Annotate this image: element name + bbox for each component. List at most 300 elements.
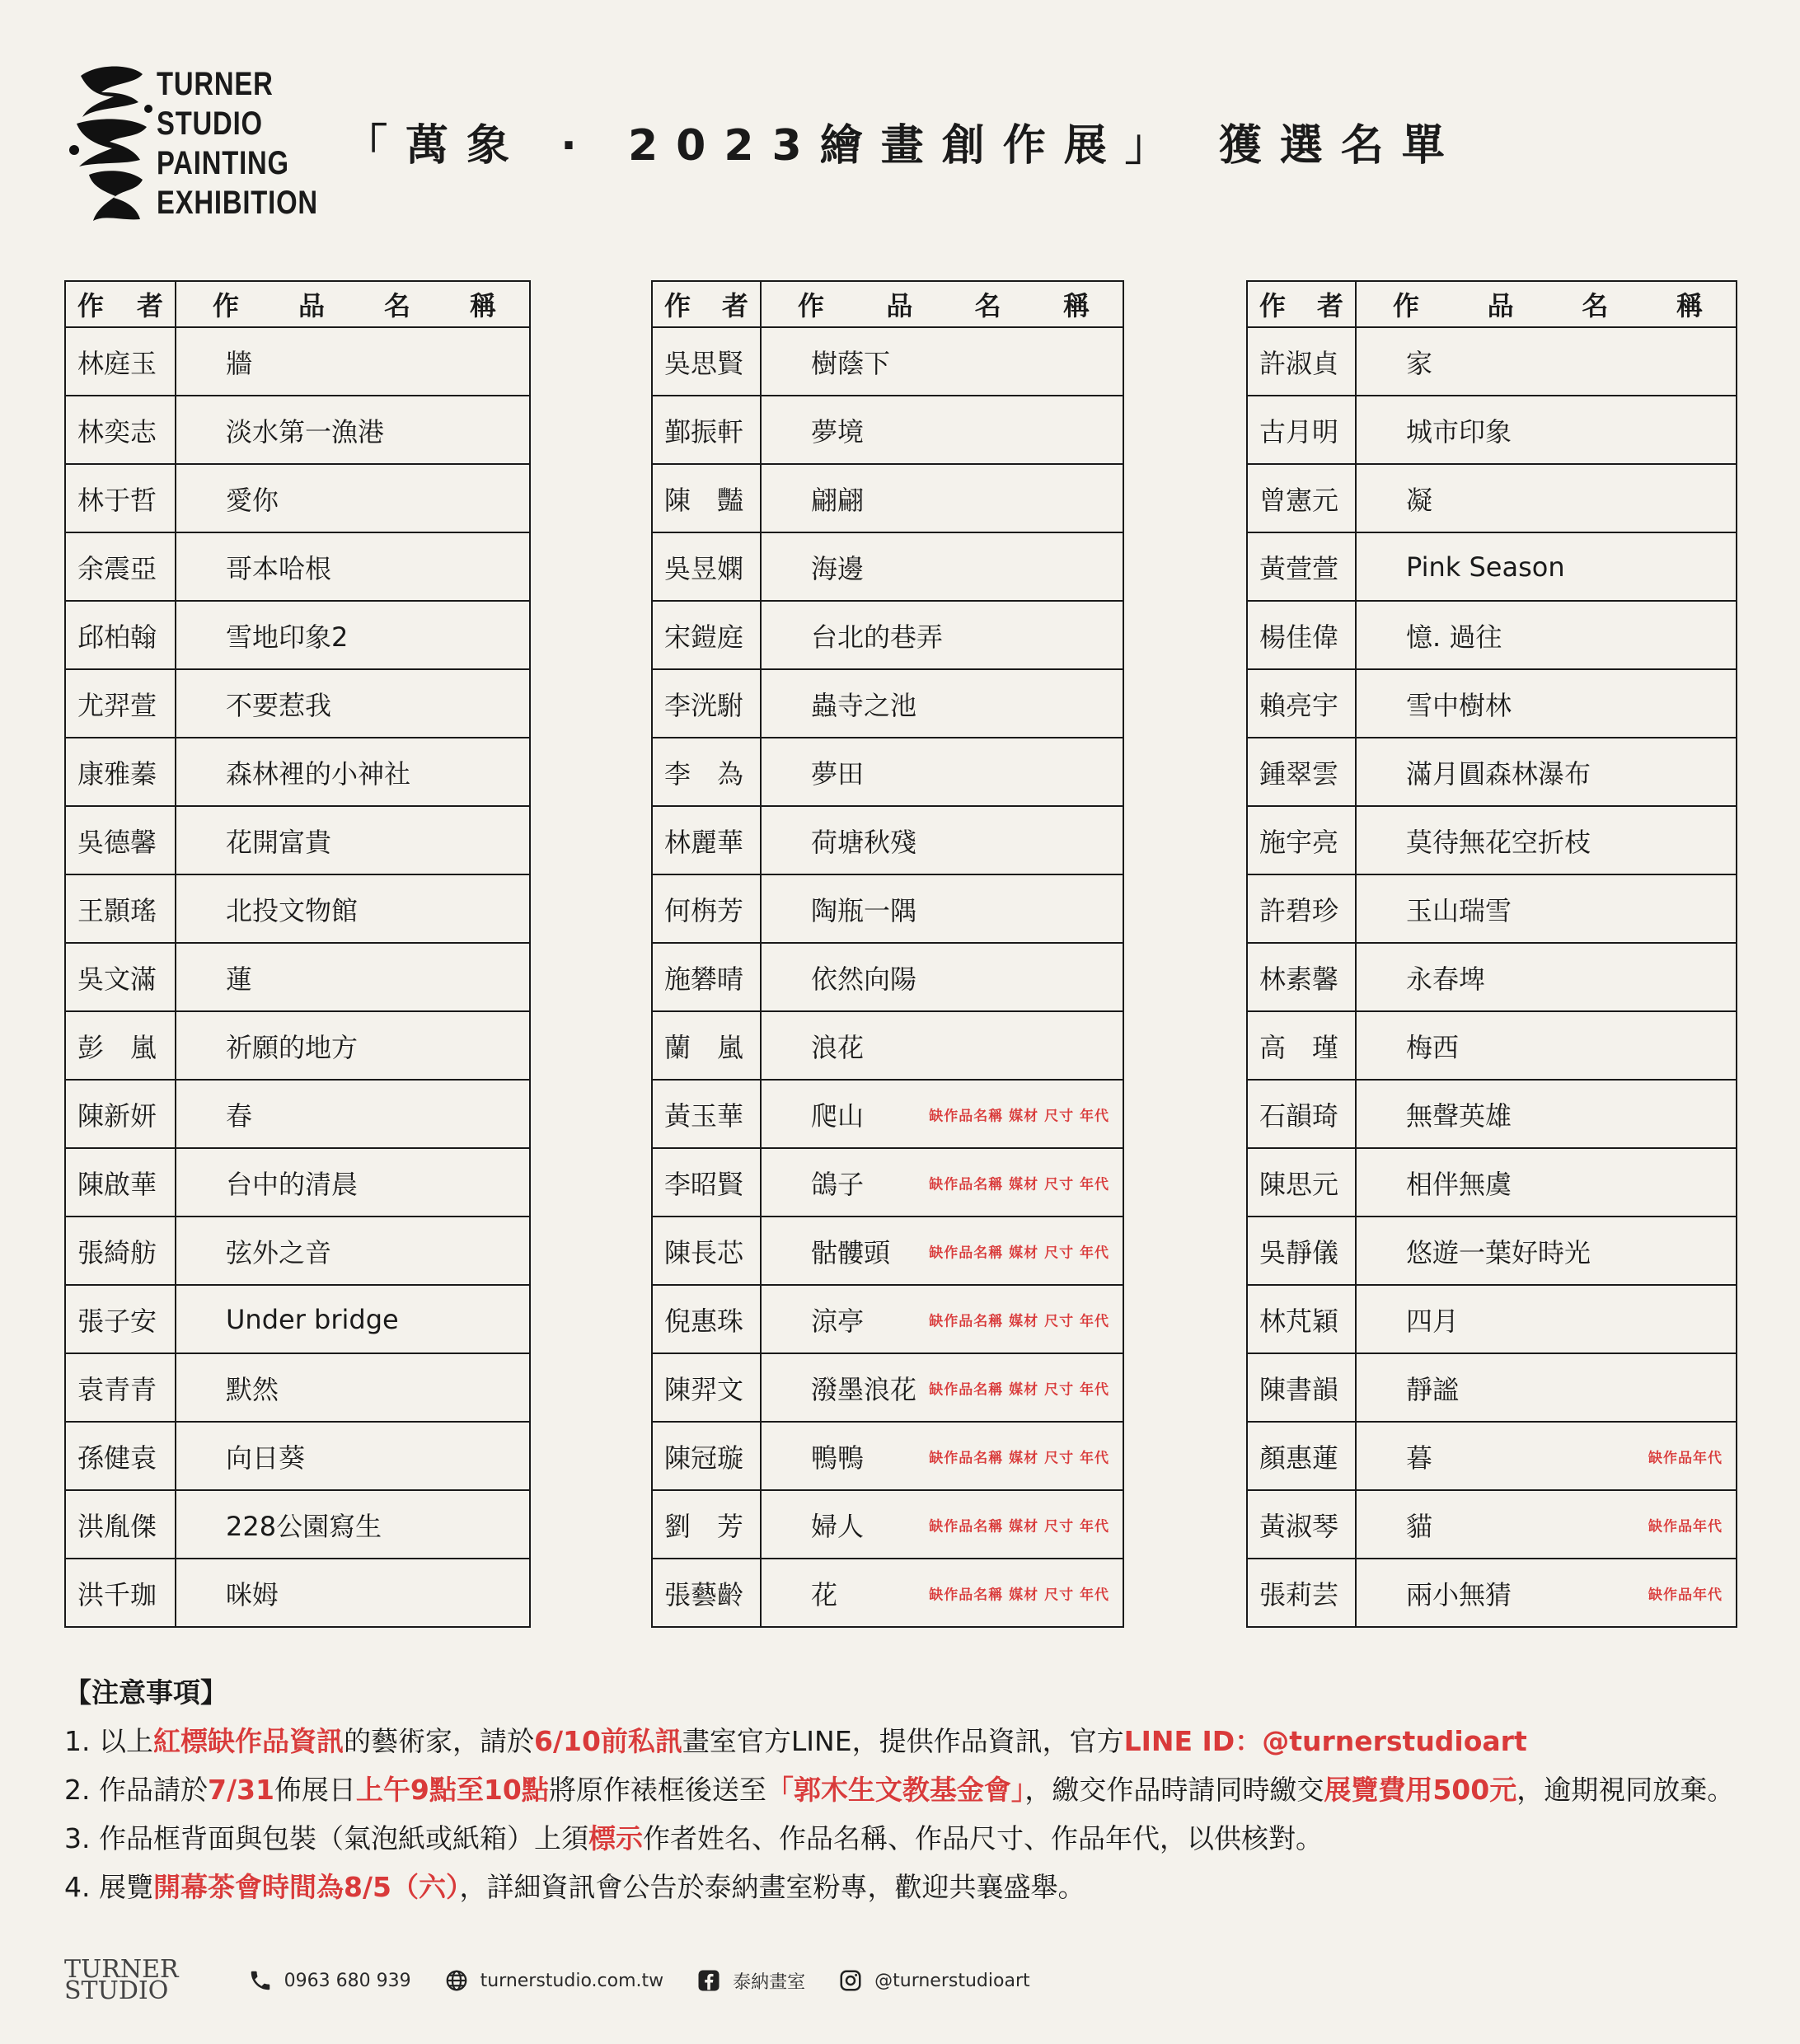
missing-info-badge: 缺作品名稱 媒材 尺寸 年代	[929, 1587, 1109, 1603]
author-cell: 林庭玉	[65, 327, 176, 396]
missing-info-badge: 缺作品名稱 媒材 尺寸 年代	[929, 1450, 1109, 1466]
author-cell: 古月明	[1247, 396, 1356, 464]
page-title: 「萬象 · 2023繪畫創作展」 獲選名單	[345, 121, 1463, 171]
notes-heading: 【注意事項】	[64, 1676, 227, 1709]
table-row	[1247, 396, 1737, 464]
notes-item	[64, 1765, 1762, 1814]
work-cell	[1356, 669, 1737, 738]
work-title: 四月	[1406, 1305, 1460, 1337]
author-cell: 陳啟華	[65, 1148, 176, 1217]
table-row	[1247, 1217, 1737, 1285]
work-title: 永春埤	[1406, 963, 1486, 995]
roster-table-2	[651, 280, 1124, 1628]
author-cell: 陳新妍	[65, 1080, 176, 1148]
header-char: 作	[798, 290, 825, 321]
instagram-icon	[838, 1968, 863, 1993]
work-cell	[176, 396, 530, 464]
header-char: 作	[1393, 290, 1420, 321]
table-row	[652, 943, 1123, 1011]
highlight-text: LINE ID：@turnerstudioart	[1123, 1725, 1527, 1757]
table-row	[1247, 601, 1737, 669]
author-cell: 洪千珈	[65, 1559, 176, 1627]
header-char: 品	[886, 290, 913, 321]
work-cell	[761, 1080, 1123, 1148]
calligraphy-logo-icon	[64, 59, 155, 224]
work-title: 鴨鴨	[811, 1442, 865, 1474]
notes-item	[64, 1717, 1762, 1765]
author-cell: 鍾翠雲	[1247, 738, 1356, 806]
header-char: 名	[974, 290, 1001, 321]
work-title: 咪姆	[226, 1578, 279, 1610]
table-row	[1247, 874, 1737, 943]
footer	[64, 1952, 1762, 2009]
table-row	[652, 1285, 1123, 1353]
work-title: 荷塘秋殘	[811, 826, 917, 858]
work-cell	[176, 1080, 530, 1148]
note-text: 的藝術家，請於	[343, 1725, 534, 1757]
table-row	[1247, 1490, 1737, 1559]
author-cell: 倪惠珠	[652, 1285, 761, 1353]
notes-item	[64, 1863, 1762, 1911]
work-cell	[1356, 806, 1737, 874]
author-cell: 顏惠蓮	[1247, 1422, 1356, 1490]
work-title: 凝	[1406, 484, 1433, 516]
roster-table-1	[64, 280, 531, 1628]
author-cell: 劉 芳	[652, 1490, 761, 1559]
work-title: 潑墨浪花	[811, 1373, 917, 1405]
author-cell: 林芃穎	[1247, 1285, 1356, 1353]
work-title: 翩翩	[811, 484, 865, 516]
work-cell	[1356, 1285, 1737, 1353]
table-row	[65, 806, 530, 874]
work-title: 莫待無花空折枝	[1406, 826, 1591, 858]
work-title: 滿月圓森林瀑布	[1406, 757, 1591, 790]
column-header-author	[652, 281, 761, 327]
author-cell: 孫健袁	[65, 1422, 176, 1490]
header-char: 作	[664, 290, 691, 321]
work-cell	[176, 1490, 530, 1559]
author-cell: 陳羿文	[652, 1353, 761, 1422]
highlight-text: 紅標缺作品資訊	[152, 1725, 344, 1757]
work-cell	[761, 1353, 1123, 1422]
column-header-work	[1356, 281, 1737, 327]
table-row	[652, 1080, 1123, 1148]
table-row	[652, 1353, 1123, 1422]
work-cell	[761, 464, 1123, 532]
footer-instagram[interactable]	[838, 1968, 1029, 1993]
table-row	[652, 601, 1123, 669]
author-cell: 王顥瑤	[65, 874, 176, 943]
work-title: 弦外之音	[226, 1236, 332, 1268]
author-cell: 曾憲元	[1247, 464, 1356, 532]
work-title: 無聲英雄	[1406, 1099, 1512, 1132]
work-title: 鴿子	[811, 1168, 865, 1200]
work-cell	[761, 669, 1123, 738]
work-cell	[1356, 1080, 1737, 1148]
work-title: Pink Season	[1406, 551, 1565, 583]
missing-info-badge: 缺作品年代	[1648, 1518, 1723, 1535]
column-header-work	[761, 281, 1123, 327]
header	[64, 59, 1754, 232]
work-cell	[176, 1011, 530, 1080]
table-row	[1247, 1148, 1737, 1217]
header-char: 名	[383, 290, 410, 321]
work-title: 骷髏頭	[811, 1236, 891, 1268]
table-row	[1247, 1353, 1737, 1422]
roster-table-3	[1246, 280, 1737, 1628]
table-row	[65, 669, 530, 738]
table-row	[1247, 943, 1737, 1011]
footer-logo	[64, 1955, 179, 2005]
notes-item	[64, 1814, 1762, 1863]
header-char: 作	[213, 290, 240, 321]
author-cell: 林麗華	[652, 806, 761, 874]
author-cell: 宋鎧庭	[652, 601, 761, 669]
work-title: 家	[1406, 347, 1433, 379]
work-title: 雪中樹林	[1406, 689, 1512, 721]
work-cell	[761, 327, 1123, 396]
column-header-work	[176, 281, 530, 327]
author-cell: 陳書韻	[1247, 1353, 1356, 1422]
table-row	[65, 601, 530, 669]
work-title: 梅西	[1406, 1031, 1460, 1063]
work-title: 北投文物館	[226, 894, 359, 926]
table-row	[65, 327, 530, 396]
work-cell	[176, 464, 530, 532]
work-cell	[176, 669, 530, 738]
brand-line: TURNER	[157, 66, 274, 102]
highlight-text: 標示	[588, 1822, 643, 1854]
header-char: 名	[1582, 290, 1609, 321]
missing-info-badge: 缺作品名稱 媒材 尺寸 年代	[929, 1176, 1109, 1193]
work-title: 春	[226, 1099, 253, 1132]
column-header-author	[1247, 281, 1356, 327]
work-title: 雪地印象2	[226, 621, 349, 653]
table-row	[652, 396, 1123, 464]
footer-instagram-text: @turnerstudioart	[874, 1970, 1030, 1991]
author-cell: 洪胤傑	[65, 1490, 176, 1559]
table-row	[65, 1148, 530, 1217]
work-cell	[176, 601, 530, 669]
work-cell	[176, 1422, 530, 1490]
work-cell	[176, 532, 530, 601]
footer-phone[interactable]	[248, 1968, 411, 1993]
footer-phone-text: 0963 680 939	[284, 1970, 411, 1991]
highlight-text: 7/31	[207, 1774, 274, 1806]
brand-line: PAINTING	[157, 145, 289, 181]
work-cell	[1356, 943, 1737, 1011]
missing-info-badge: 缺作品名稱 媒材 尺寸 年代	[929, 1381, 1109, 1398]
work-title: 貓	[1406, 1510, 1433, 1542]
header-char: 品	[298, 290, 325, 321]
work-cell	[761, 1422, 1123, 1490]
table-row	[1247, 1422, 1737, 1490]
work-title: 牆	[226, 347, 253, 379]
work-title: 向日葵	[226, 1442, 306, 1474]
highlight-text: 開幕茶會時間為8/5（六）	[152, 1871, 460, 1903]
work-title: 憶. 過往	[1406, 621, 1502, 653]
author-cell: 施宇亮	[1247, 806, 1356, 874]
note-text: 畫室官方LINE，提供作品資訊，官方	[682, 1725, 1124, 1757]
note-text: ，詳細資訊會公告於泰納畫室粉專，歡迎共襄盛舉。	[459, 1871, 1085, 1903]
work-cell	[176, 943, 530, 1011]
author-cell: 鄞振軒	[652, 396, 761, 464]
table-row	[1247, 669, 1737, 738]
missing-info-badge: 缺作品名稱 媒材 尺寸 年代	[929, 1108, 1109, 1124]
work-cell	[176, 1353, 530, 1422]
author-cell: 楊佳偉	[1247, 601, 1356, 669]
work-cell	[1356, 1011, 1737, 1080]
facebook-icon	[696, 1968, 721, 1993]
work-title: 依然向陽	[811, 963, 917, 995]
missing-info-badge: 缺作品年代	[1648, 1587, 1723, 1603]
table-row	[1247, 738, 1737, 806]
table-row	[652, 327, 1123, 396]
work-title: 浪花	[811, 1031, 865, 1063]
table-row	[652, 1559, 1123, 1627]
author-cell: 黃淑琴	[1247, 1490, 1356, 1559]
table-row	[1247, 532, 1737, 601]
footer-logo-line: STUDIO	[64, 1976, 169, 2005]
table-row	[65, 1422, 530, 1490]
note-text: 1. 以上	[64, 1725, 153, 1757]
author-cell: 康雅蓁	[65, 738, 176, 806]
work-cell	[761, 1148, 1123, 1217]
work-cell	[1356, 532, 1737, 601]
author-cell: 林于哲	[65, 464, 176, 532]
table-row	[652, 532, 1123, 601]
work-cell	[1356, 1559, 1737, 1627]
work-title: 靜謐	[1406, 1373, 1460, 1405]
table-row	[1247, 1080, 1737, 1148]
work-cell	[1356, 1148, 1737, 1217]
table-row	[652, 1217, 1123, 1285]
footer-facebook[interactable]	[696, 1968, 805, 1994]
header-char: 稱	[1676, 290, 1703, 321]
work-cell	[761, 1559, 1123, 1627]
work-title: 哥本哈根	[226, 552, 332, 584]
table-row	[652, 1148, 1123, 1217]
work-cell	[1356, 1422, 1737, 1490]
author-cell: 賴亮宇	[1247, 669, 1356, 738]
author-cell: 邱柏翰	[65, 601, 176, 669]
header-char: 者	[1316, 290, 1343, 321]
header-char: 稱	[1062, 290, 1090, 321]
work-cell	[761, 806, 1123, 874]
author-cell: 許淑貞	[1247, 327, 1356, 396]
author-cell: 李昭賢	[652, 1148, 761, 1217]
table-row	[652, 1011, 1123, 1080]
table-row	[652, 738, 1123, 806]
work-title: 海邊	[811, 552, 865, 584]
note-text: 佈展日	[274, 1774, 356, 1806]
missing-info-badge: 缺作品年代	[1648, 1450, 1723, 1466]
work-cell	[761, 1217, 1123, 1285]
work-cell	[1356, 396, 1737, 464]
table-row	[65, 738, 530, 806]
work-title: 玉山瑞雪	[1406, 894, 1512, 926]
table-row	[65, 1011, 530, 1080]
table-row	[65, 1353, 530, 1422]
author-cell: 何栴芳	[652, 874, 761, 943]
footer-logo-line: TURNER	[64, 1955, 179, 1984]
notes-list	[64, 1717, 1762, 1911]
work-title: 相伴無虞	[1406, 1168, 1512, 1200]
work-title: 花	[811, 1578, 838, 1610]
header-char: 者	[136, 290, 163, 321]
table-row	[65, 1490, 530, 1559]
table-row	[652, 1422, 1123, 1490]
work-title: 森林裡的小神社	[226, 757, 411, 790]
work-title: 夢田	[811, 757, 865, 790]
author-cell: 李 為	[652, 738, 761, 806]
author-cell: 吳文滿	[65, 943, 176, 1011]
author-cell: 吳靜儀	[1247, 1217, 1356, 1285]
table-row	[652, 874, 1123, 943]
author-cell: 蘭 嵐	[652, 1011, 761, 1080]
work-title: 默然	[226, 1373, 279, 1405]
table-row	[65, 943, 530, 1011]
header-char: 作	[1259, 290, 1287, 321]
work-title: 城市印象	[1406, 415, 1512, 448]
work-cell	[761, 943, 1123, 1011]
work-title: 祈願的地方	[226, 1031, 359, 1063]
work-title: 愛你	[226, 484, 279, 516]
work-title: 兩小無猜	[1406, 1578, 1512, 1610]
work-title: Under bridge	[226, 1303, 399, 1335]
missing-info-badge: 缺作品名稱 媒材 尺寸 年代	[929, 1245, 1109, 1261]
author-cell: 陳長芯	[652, 1217, 761, 1285]
header-char: 稱	[469, 290, 496, 321]
header-char: 者	[721, 290, 748, 321]
table-row	[652, 1490, 1123, 1559]
header-char: 作	[77, 290, 105, 321]
work-cell	[761, 1490, 1123, 1559]
note-text: ，繳交作品時請同時繳交	[1024, 1774, 1324, 1806]
table-row	[1247, 1011, 1737, 1080]
author-cell: 彭 嵐	[65, 1011, 176, 1080]
author-cell: 張子安	[65, 1285, 176, 1353]
work-title: 涼亭	[811, 1305, 865, 1337]
table-row	[1247, 1559, 1737, 1627]
work-cell	[761, 738, 1123, 806]
author-cell: 黃玉華	[652, 1080, 761, 1148]
work-cell	[761, 1011, 1123, 1080]
column-header-author	[65, 281, 176, 327]
work-cell	[176, 738, 530, 806]
work-title: 228公園寫生	[226, 1510, 382, 1542]
work-cell	[761, 532, 1123, 601]
work-cell	[1356, 1490, 1737, 1559]
author-cell: 吳昱嫻	[652, 532, 761, 601]
header-char: 品	[1487, 290, 1514, 321]
work-title: 夢境	[811, 415, 865, 448]
work-cell	[761, 874, 1123, 943]
table-row	[65, 1285, 530, 1353]
author-cell: 尤羿萱	[65, 669, 176, 738]
author-cell: 張藝齡	[652, 1559, 761, 1627]
work-title: 爬山	[811, 1099, 865, 1132]
brand-wordmark	[157, 64, 318, 223]
work-title: 蟲寺之池	[811, 689, 917, 721]
work-cell	[176, 874, 530, 943]
table-row	[652, 669, 1123, 738]
note-text: 2. 作品請於	[64, 1774, 208, 1806]
work-cell	[176, 1285, 530, 1353]
work-title: 暮	[1406, 1442, 1433, 1474]
author-cell: 林奕志	[65, 396, 176, 464]
work-cell	[1356, 874, 1737, 943]
work-title: 淡水第一漁港	[226, 415, 385, 448]
author-cell: 高 瑾	[1247, 1011, 1356, 1080]
work-title: 台北的巷弄	[811, 621, 944, 653]
work-cell	[176, 1559, 530, 1627]
table-row	[65, 532, 530, 601]
author-cell: 石韻琦	[1247, 1080, 1356, 1148]
work-cell	[761, 601, 1123, 669]
footer-website[interactable]	[444, 1968, 664, 1993]
author-cell: 余震亞	[65, 532, 176, 601]
missing-info-badge: 缺作品名稱 媒材 尺寸 年代	[929, 1518, 1109, 1535]
work-title: 陶瓶一隅	[811, 894, 917, 926]
phone-icon	[248, 1968, 273, 1993]
work-cell	[761, 396, 1123, 464]
highlight-text: 上午9點至10點	[355, 1774, 549, 1806]
table-row	[65, 1559, 530, 1627]
author-cell: 陳冠璇	[652, 1422, 761, 1490]
author-cell: 李洸駙	[652, 669, 761, 738]
work-cell	[1356, 327, 1737, 396]
highlight-text: 展覽費用500元	[1324, 1774, 1517, 1806]
work-title: 不要惹我	[226, 689, 332, 721]
table-row	[65, 396, 530, 464]
table-row	[1247, 464, 1737, 532]
table-row	[652, 806, 1123, 874]
work-title: 樹蔭下	[811, 347, 891, 379]
work-cell	[1356, 601, 1737, 669]
footer-website-text: turnerstudio.com.tw	[480, 1970, 664, 1991]
work-title: 悠遊一葉好時光	[1406, 1236, 1591, 1268]
work-cell	[176, 806, 530, 874]
highlight-text: 「郭木生文教基金會」	[766, 1774, 1025, 1806]
work-cell	[1356, 738, 1737, 806]
globe-icon	[444, 1968, 469, 1993]
author-cell: 林素馨	[1247, 943, 1356, 1011]
table-row	[65, 464, 530, 532]
table-row	[1247, 806, 1737, 874]
note-text: 作者姓名、作品名稱、作品尺寸、作品年代，以供核對。	[642, 1822, 1323, 1854]
note-text: 3. 作品框背面與包裝（氣泡紙或紙箱）上須	[64, 1822, 588, 1854]
author-cell: 吳德馨	[65, 806, 176, 874]
work-title: 花開富貴	[226, 826, 332, 858]
work-cell	[1356, 464, 1737, 532]
note-text: 將原作裱框後送至	[548, 1774, 766, 1806]
brand-line: EXHIBITION	[157, 185, 318, 221]
work-cell	[176, 1148, 530, 1217]
work-cell	[176, 327, 530, 396]
table-row	[65, 874, 530, 943]
author-cell: 張莉芸	[1247, 1559, 1356, 1627]
author-cell: 許碧珍	[1247, 874, 1356, 943]
notes-section	[64, 1668, 1762, 1911]
work-cell	[1356, 1217, 1737, 1285]
work-title: 蓮	[226, 963, 253, 995]
author-cell: 袁青青	[65, 1353, 176, 1422]
table-row	[652, 464, 1123, 532]
work-title: 婦人	[811, 1510, 865, 1542]
missing-info-badge: 缺作品名稱 媒材 尺寸 年代	[929, 1313, 1109, 1329]
author-cell: 黃萱萱	[1247, 532, 1356, 601]
